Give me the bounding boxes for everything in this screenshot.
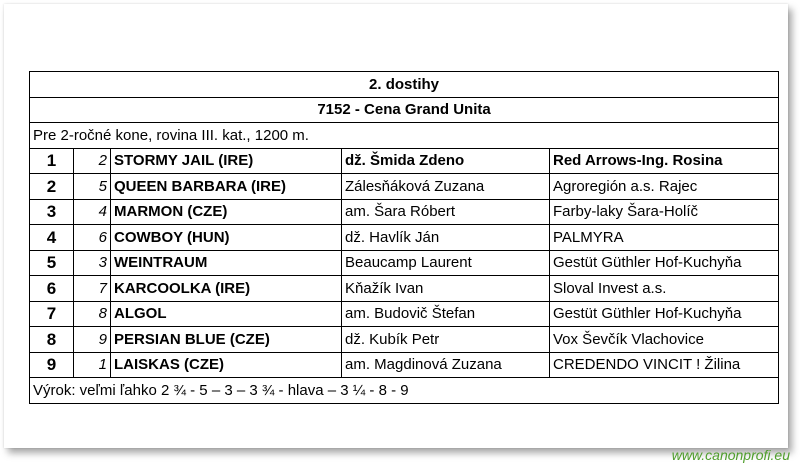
table-row bbox=[30, 276, 779, 302]
table-row bbox=[30, 148, 779, 174]
owner-cell: Sloval Invest a.s. bbox=[550, 276, 779, 302]
watermark: www.canonprofi.eu bbox=[671, 447, 790, 463]
jockey-cell: dž. Havlík Ján bbox=[342, 225, 550, 251]
number-cell: 3 bbox=[74, 250, 111, 276]
horse-cell: STORMY JAIL (IRE) bbox=[111, 148, 342, 174]
owner-cell: Gestüt Güthler Hof-Kuchyňa bbox=[550, 250, 779, 276]
place-cell: 3 bbox=[30, 199, 74, 225]
owner-cell: Vox Ševčík Vlachovice bbox=[550, 327, 779, 353]
number-cell: 5 bbox=[74, 174, 111, 200]
results-card bbox=[4, 4, 788, 448]
jockey-cell: am. Šara Róbert bbox=[342, 199, 550, 225]
place-cell: 7 bbox=[30, 301, 74, 327]
race-name: 7152 - Cena Grand Unita bbox=[30, 97, 779, 123]
number-cell: 9 bbox=[74, 327, 111, 353]
place-cell: 2 bbox=[30, 174, 74, 200]
race-results-table bbox=[29, 71, 779, 404]
jockey-cell: Zálesňáková Zuzana bbox=[342, 174, 550, 200]
place-cell: 8 bbox=[30, 327, 74, 353]
horse-cell: LAISKAS (CZE) bbox=[111, 352, 342, 378]
number-cell: 6 bbox=[74, 225, 111, 251]
owner-cell: Red Arrows-Ing. Rosina bbox=[550, 148, 779, 174]
jockey-cell: dž. Šmida Zdeno bbox=[342, 148, 550, 174]
horse-cell: WEINTRAUM bbox=[111, 250, 342, 276]
race-name-row bbox=[30, 97, 779, 123]
place-cell: 5 bbox=[30, 250, 74, 276]
race-margins: Výrok: veľmi ľahko 2 ¾ - 5 – 3 – 3 ¾ - hlava – 3 ¼ - 8 - 9 bbox=[30, 378, 779, 404]
owner-cell: CREDENDO VINCIT ! Žilina bbox=[550, 352, 779, 378]
horse-cell: COWBOY (HUN) bbox=[111, 225, 342, 251]
jockey-cell: dž. Kubík Petr bbox=[342, 327, 550, 353]
table-row bbox=[30, 327, 779, 353]
race-title-row bbox=[30, 72, 779, 98]
number-cell: 7 bbox=[74, 276, 111, 302]
owner-cell: PALMYRA bbox=[550, 225, 779, 251]
table-row bbox=[30, 301, 779, 327]
place-cell: 6 bbox=[30, 276, 74, 302]
jockey-cell: Beaucamp Laurent bbox=[342, 250, 550, 276]
table-row bbox=[30, 199, 779, 225]
margins-row bbox=[30, 378, 779, 404]
number-cell: 2 bbox=[74, 148, 111, 174]
jockey-cell: Kňažík Ivan bbox=[342, 276, 550, 302]
horse-cell: PERSIAN BLUE (CZE) bbox=[111, 327, 342, 353]
race-conditions-row bbox=[30, 123, 779, 149]
race-conditions: Pre 2-ročné kone, rovina III. kat., 1200 m. bbox=[30, 123, 779, 149]
number-cell: 8 bbox=[74, 301, 111, 327]
horse-cell: MARMON (CZE) bbox=[111, 199, 342, 225]
horse-cell: QUEEN BARBARA (IRE) bbox=[111, 174, 342, 200]
table-row bbox=[30, 250, 779, 276]
number-cell: 1 bbox=[74, 352, 111, 378]
table-row bbox=[30, 352, 779, 378]
place-cell: 9 bbox=[30, 352, 74, 378]
table-row bbox=[30, 174, 779, 200]
horse-cell: KARCOOLKA (IRE) bbox=[111, 276, 342, 302]
place-cell: 1 bbox=[30, 148, 74, 174]
owner-cell: Gestüt Güthler Hof-Kuchyňa bbox=[550, 301, 779, 327]
horse-cell: ALGOL bbox=[111, 301, 342, 327]
owner-cell: Farby-laky Šara-Holíč bbox=[550, 199, 779, 225]
number-cell: 4 bbox=[74, 199, 111, 225]
owner-cell: Agroregión a.s. Rajec bbox=[550, 174, 779, 200]
jockey-cell: am. Magdinová Zuzana bbox=[342, 352, 550, 378]
race-title: 2. dostihy bbox=[30, 72, 779, 98]
table-row bbox=[30, 225, 779, 251]
jockey-cell: am. Budovič Štefan bbox=[342, 301, 550, 327]
place-cell: 4 bbox=[30, 225, 74, 251]
